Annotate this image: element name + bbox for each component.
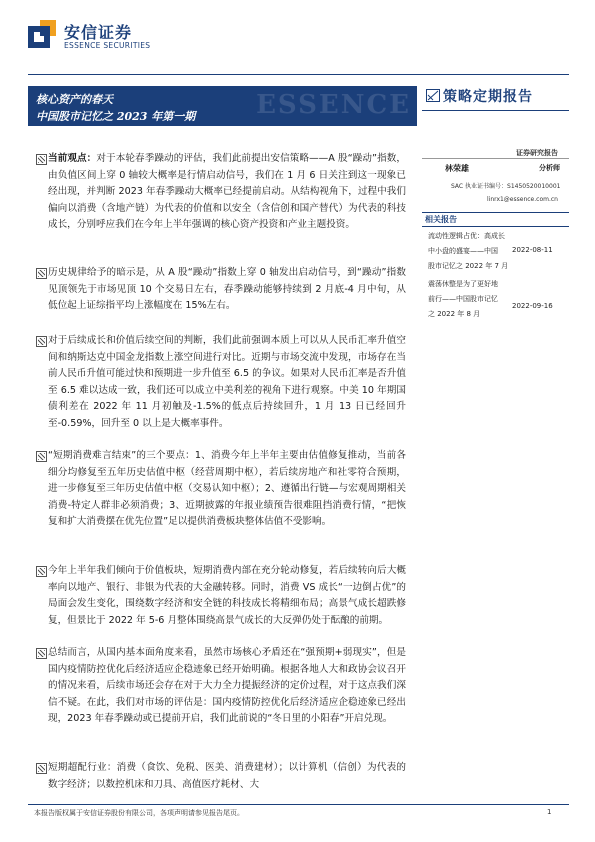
paragraph-text: “短期消费难言结束”的三个要点：1、消费今年上半年主要由估值修复推动，当前各细分均修复至五年历史估值中枢（经营周期中枢），若后续房地产和社零符合预期，进一步修复至三年历史估值中枢（交易认知中枢）；2、遵循出行链—与宏观周期相关消费-特定人群非必须消费；3、近期披露的年报业绩预告很难阻挡消费行情，“把恢复和扩大消费摆在优先位置”足以提供消费板块整体估值不受影响。 [48,450,406,528]
paragraph-lead: 当前观点： [48,153,97,164]
paragraph-consumption [48,448,406,531]
related-report-line[interactable]: 流动性逻辑占优：高成长 [428,232,505,240]
paragraph-growth-value [48,333,406,433]
footer-divider [28,804,569,805]
sidebar-divider [422,212,569,213]
bullet-checkbox-icon [36,566,47,577]
related-report-line[interactable]: 震荡休整是为了更好地 [428,280,498,288]
report-headline: 核心资产的春天 [36,93,113,106]
paragraph-text: 历史规律给予的暗示是，从 A 股“躁动”指数上穿 0 轴发出启动信号，到“躁动”指数见顶领先于市场见顶 10 个交易日左右，春季躁动能够持续到 2 月底-4 月中旬，从低位起上证综指平均上涨幅度在 15%左右。 [48,267,406,312]
related-report-date: 2022-09-16 [512,302,553,310]
bullet-checkbox-icon [36,336,47,347]
paragraph-text: 总结而言，从国内基本面角度来看，虽然市场核心矛盾还在“强预期+弱现实”，但是国内疫情防控优化后经济适应企稳迹象已经开始明确。根据各地人大和政协会议召开的情况来看，后续市场还会存在对于大力全力提振经济的定价过程，对于这点我们深信不疑。在此，我们对市场的评估是：国内疫情防控优化后经济适应企稳迹象已经出现，2023 年春季躁动或已提前开启，我们此前说的“冬日里的小阳春”开启兑现。 [48,647,406,725]
report-type-title: 策略定期报告 [443,89,533,105]
report-subheadline: 中国股市记忆之 2023 年第一期 [36,110,196,123]
paragraph-text: 短期超配行业：消费（食饮、免税、医美、消费建材）；以计算机（信创）为代表的数字经济；以数控机床和刀具、高值医疗耗材、大 [48,762,406,790]
bullet-checkbox-icon [36,268,47,279]
logo-text-en: ESSENCE SECURITIES [64,41,151,50]
bullet-checkbox-icon [36,763,47,774]
paragraph-text: 对于本轮春季躁动的评估，我们此前提出安信策略——A 股“躁动”指数，由负值区间上穿 0 轴较大概率是行情启动信号，我们在 1 月 6 日关注到这一现象已经出现，并判断 2023 年春季躁动大概率已经提前启动。从结构视角下，过程中我们偏向以消费（含地产链）为代表的价值和以安全（含信创和国产替代）为代表的科技成长，分别呼应我们在今年上半年强调的核心资产投资和产业主题投资。 [48,153,407,231]
paragraph-historical-pattern [48,265,406,315]
logo-mark-icon [28,18,60,56]
paragraph-text: 对于后续成长和价值后续空间的判断，我们此前强调本质上可以从人民币汇率升值空间和纳斯达克中国金龙指数上涨空间进行对比。近期与市场交流中发现，市场存在当前人民币升值可能过快和预期进一步升值至 6.5 的争议。如果对人民币汇率是否升值至 6.5 难以达成一致，我们还可以成立中美利差的视角下进行观察。中美 10 年期国债利差在 2022 年 11 月初触及-1.5%的低点后持续回升，1 月 13 日已经回升至-0.59%，回升至 0 以上是大概率事件。 [48,335,406,429]
header-divider [28,74,569,75]
report-type-icon [426,89,440,102]
bullet-checkbox-icon [36,451,47,462]
sidebar-divider [422,158,569,159]
analyst-certificate: SAC 执业证书编号：S1450520010001 [451,183,561,190]
related-report-line[interactable]: 中小盘的盛宴——中国 [428,247,498,255]
analyst-name: 林荣雄 [445,164,469,173]
footer-disclaimer: 本报告版权属于安信证券股份有限公司，各项声明请参见报告尾页。 [34,809,244,817]
title-banner [28,86,417,126]
related-report-line[interactable]: 股市记忆之 2022 年 7 月 [428,262,509,270]
paragraph-current-view [48,151,406,234]
title-divider [422,110,569,111]
logo-text-cn: 安信证券 [64,23,133,42]
sidebar-divider [422,226,569,227]
bullet-checkbox-icon [36,648,47,659]
related-report-line[interactable]: 之 2022 年 8 月 [428,310,481,318]
related-reports-title: 相关报告 [425,215,457,224]
paragraph-first-half [48,563,406,629]
paragraph-summary [48,645,406,728]
related-report-date: 2022-08-11 [512,246,553,254]
analyst-email[interactable]: linrx1@essence.com.cn [487,196,558,203]
bullet-checkbox-icon [36,154,47,165]
page-number: 1 [547,808,552,816]
banner-watermark: ESSENCE [256,90,411,120]
analyst-role: 分析师 [539,164,560,172]
paragraph-overweight [48,760,406,793]
paragraph-text: 今年上半年我们倾向于价值板块，短期消费内部在充分轮动修复，若后续转向后大概率向以地产、银行、非银为代表的大金融转移。同时，消费 VS 成长“一边倒占优”的局面会发生变化，围绕数字经济和安全链的科技成长将精细布局；高景气成长超跌修复，但景比于 2022 年 5-6 月整体围绕高景气成长的大反弹仍处于酝酿的前期。 [48,565,406,626]
company-logo [28,18,168,60]
report-category: 证券研究报告 [516,149,558,157]
related-report-line[interactable]: 前行——中国股市记忆 [428,295,498,303]
